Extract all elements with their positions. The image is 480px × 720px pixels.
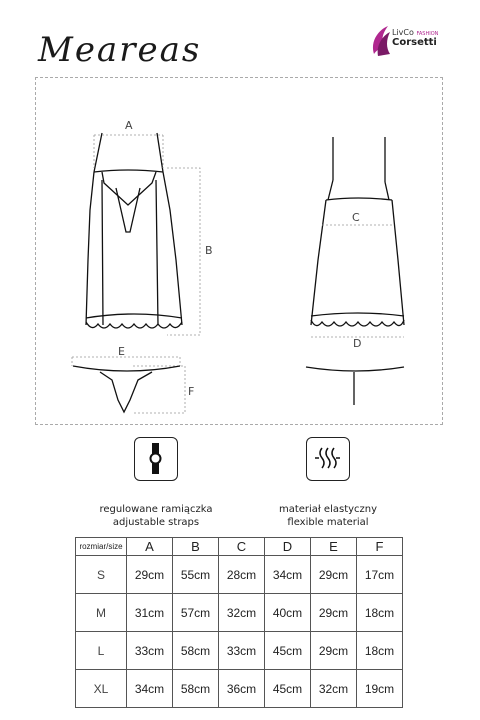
label-A: A [125,119,133,132]
label-C: C [352,211,360,224]
back-view-thong [306,367,404,405]
size-name: XL [76,670,127,708]
front-view-chemise [86,133,182,328]
label-F: F [188,385,195,398]
feature-label-straps-pl: regulowane ramiączka [99,504,213,515]
front-view-thong [73,366,180,412]
feature-label-straps-en: adjustable straps [112,517,200,528]
table-cell: 32cm [219,594,265,632]
size-table-corner: rozmiar/size [76,538,127,556]
table-cell: 33cm [219,632,265,670]
table-cell: 28cm [219,556,265,594]
table-cell: 57cm [173,594,219,632]
table-cell: 29cm [311,556,357,594]
table-cell: 34cm [127,670,173,708]
table-cell: 19cm [357,670,403,708]
adjustable-strap-icon [134,437,178,481]
column-header-D: D [265,538,311,556]
table-cell: 29cm [127,556,173,594]
back-view-chemise [311,137,404,326]
column-header-F: F [357,538,403,556]
feature-label-elastic-pl: materiał elastyczny [278,504,378,515]
feature-label-elastic [238,503,418,529]
table-cell: 29cm [311,632,357,670]
back-view-measure-lines [311,225,404,337]
table-row [76,594,403,632]
table-cell: 45cm [265,632,311,670]
table-cell: 31cm [127,594,173,632]
table-row [76,670,403,708]
elastic-material-icon [306,437,350,481]
brand-name-line1: LivCo FASHION [392,28,439,37]
size-table-header [76,538,403,556]
feature-label-straps [66,503,246,529]
column-header-B: B [173,538,219,556]
table-cell: 32cm [311,670,357,708]
size-name: L [76,632,127,670]
table-cell: 55cm [173,556,219,594]
table-cell: 33cm [127,632,173,670]
table-cell: 40cm [265,594,311,632]
size-name: M [76,594,127,632]
table-cell: 34cm [265,556,311,594]
table-row [76,632,403,670]
label-E: E [118,345,125,358]
table-cell: 18cm [357,594,403,632]
brand-name-line2: Corsetti [392,37,437,48]
size-name: S [76,556,127,594]
table-cell: 36cm [219,670,265,708]
table-cell: 58cm [173,670,219,708]
feature-label-elastic-en: flexible material [287,517,369,528]
column-header-A: A [127,538,173,556]
table-cell: 29cm [311,594,357,632]
column-header-E: E [311,538,357,556]
table-row [76,556,403,594]
table-cell: 18cm [357,632,403,670]
table-cell: 17cm [357,556,403,594]
label-B: B [205,244,213,257]
label-D: D [353,337,362,350]
product-title: Meareas [38,30,202,70]
table-cell: 45cm [265,670,311,708]
size-table [75,537,403,708]
column-header-C: C [219,538,265,556]
table-cell: 58cm [173,632,219,670]
